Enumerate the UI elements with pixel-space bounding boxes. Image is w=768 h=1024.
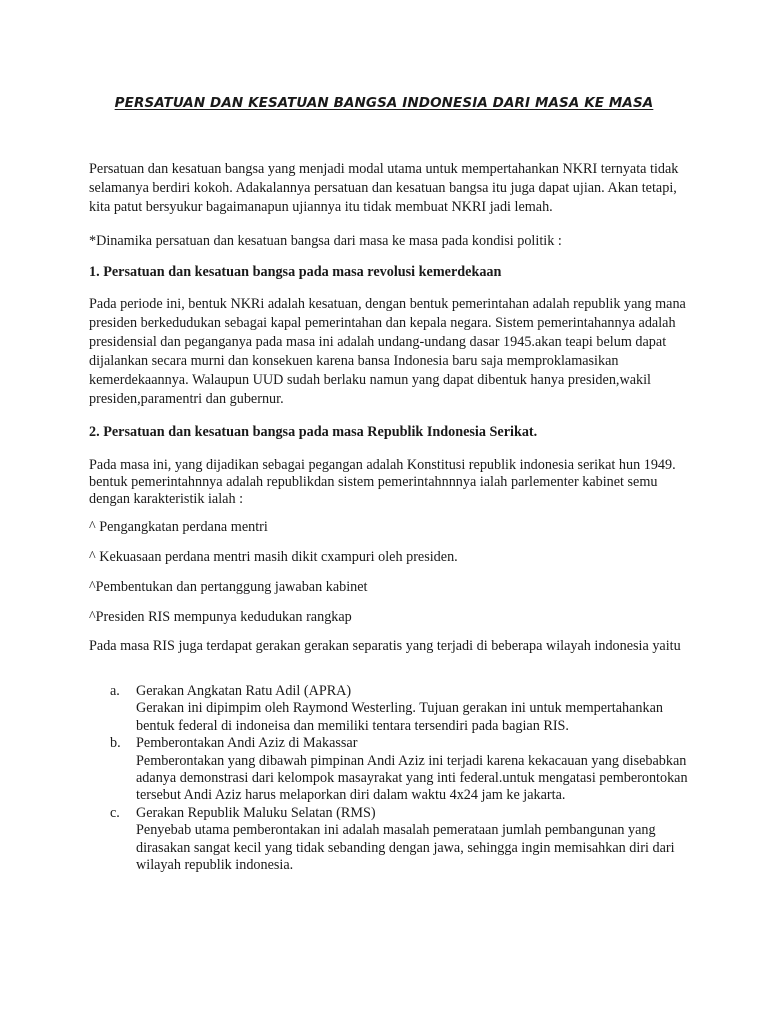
characteristic-item: ^ Pengangkatan perdana mentri xyxy=(89,519,268,535)
movements-list xyxy=(110,683,690,874)
characteristic-item: ^Pembentukan dan pertanggung jawaban kabinet xyxy=(89,579,368,595)
section-1-body: Pada periode ini, bentuk NKRi adalah kesatuan, dengan bentuk pemerintahan adalah republik yang mana presiden berkedudukan sebagai kapal pemerintahan dan kepala negara. Sistem pemerintahannya adalah presidensial dan peganganya pada masa ini adalah undang-undang dasar 1945.akan teapi belum dapat dijalankan secara murni dan konsekuen karena bansa Indonesia baru saja memproklamasikan kemerdekaannya. Walaupun UUD sudah berlaku namun yang dapat dibentuk hanya presiden,wakil presiden,paramentri dan gubernur. xyxy=(89,296,686,407)
dinamika-paragraph: *Dinamika persatuan dan kesatuan bangsa dari masa ke masa pada kondisi politik : xyxy=(89,233,562,249)
list-marker: c. xyxy=(110,804,120,821)
list-item xyxy=(110,683,690,735)
movement-description: Gerakan ini dipimpim oleh Raymond Westerling. Tujuan gerakan ini untuk mempertahankan bentuk federal di indoneisa dan memiliki tentara tersendiri pada bagian RIS. xyxy=(136,700,663,734)
movement-description: Pemberontakan yang dibawah pimpinan Andi Aziz ini terjadi karena kekacauan yang disebabkan adanya demonstrasi dari kelompok masayrakat yang inti federal.untuk mengatasi pemberontokan tersebut Andi Aziz harus melaporkan diri dalam waktu 4x24 jam ke jakarta. xyxy=(136,752,688,804)
movement-name: Gerakan Republik Maluku Selatan (RMS) xyxy=(136,804,376,821)
movement-name: Pemberontakan Andi Aziz di Makassar xyxy=(136,735,358,752)
separatis-intro: Pada masa RIS juga terdapat gerakan gerakan separatis yang terjadi di beberapa wilayah indonesia yaitu xyxy=(89,638,681,654)
document-title: PERSATUAN DAN KESATUAN BANGSA INDONESIA DARI MASA KE MASA xyxy=(114,95,654,111)
section-2-heading: 2. Persatuan dan kesatuan bangsa pada masa Republik Indonesia Serikat. xyxy=(89,424,538,440)
characteristic-item: ^Presiden RIS mempunya kedudukan rangkap xyxy=(89,609,352,625)
list-item xyxy=(110,735,690,805)
list-item xyxy=(110,805,690,875)
section-2-body: Pada masa ini, yang dijadikan sebagai pegangan adalah Konstitusi republik indonesia serikat hun 1949. bentuk pemerintahnnya adalah republikdan sistem pemerintahnnnya ialah parlementer kabinet semu dengan karakteristik ialah : xyxy=(89,457,676,507)
list-marker: b. xyxy=(110,735,121,752)
list-marker: a. xyxy=(110,683,120,699)
intro-paragraph: Persatuan dan kesatuan bangsa yang menjadi modal utama untuk mempertahankan NKRI ternyata tidak selamanya berdiri kokoh. Adakalannya persatuan dan kesatuan bangsa itu juga dapat ujian. Akan tetapi, kita patut bersyukur bagaimanapun ujiannya itu tidak membuat NKRI jadi lemah. xyxy=(89,161,679,215)
characteristic-item: ^ Kekuasaan perdana mentri masih dikit cxampuri oleh presiden. xyxy=(89,549,458,565)
section-1-heading: 1. Persatuan dan kesatuan bangsa pada masa revolusi kemerdekaan xyxy=(89,264,502,280)
movement-name: Gerakan Angkatan Ratu Adil (APRA) xyxy=(136,683,352,699)
movement-description: Penyebab utama pemberontakan ini adalah masalah pemerataan jumlah pembangunan yang dirasakan sangat kecil yang tidak sebanding dengan jawa, sehingga ingin memisahkan diri dari wilayah republik indonesia. xyxy=(136,822,675,874)
